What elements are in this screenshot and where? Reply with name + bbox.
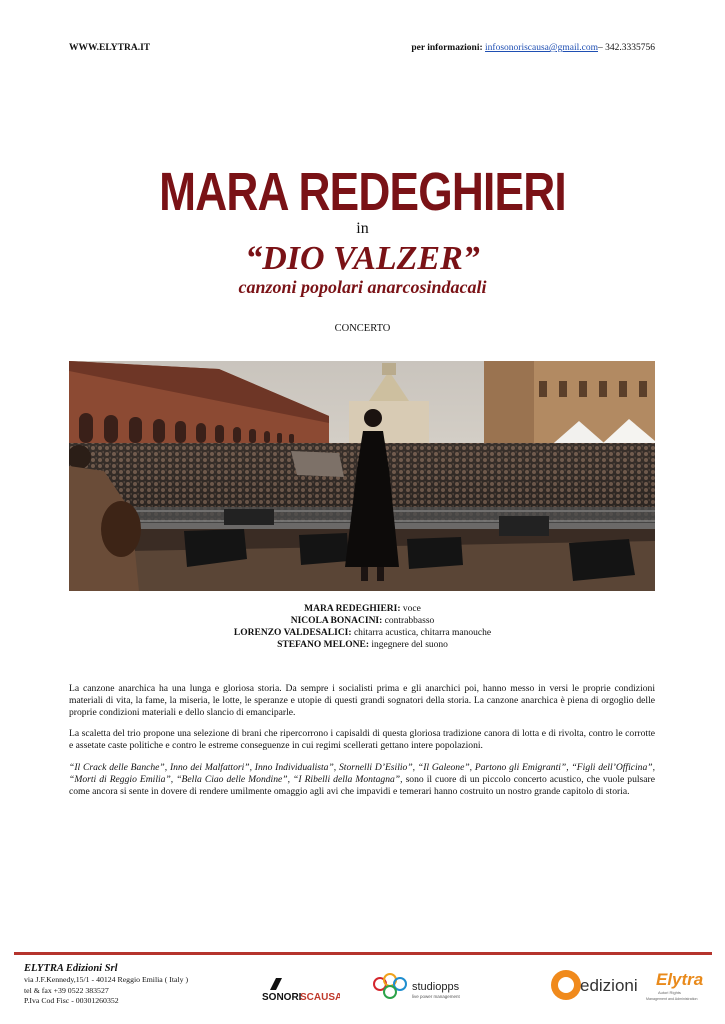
paragraph-setlist: La scaletta del trio propone una selezione di brani che ripercorrono i capisaldi di questa gloriosa tradizione canora di lotta e di rivolta, contro le corrotte e assetate caste politiche e contro le estreme conseguenze in cui regimi scellerati gettano intere popolazioni. [69, 728, 655, 751]
studiopps-logo [372, 972, 468, 1002]
credit-row: STEFANO MELONE: ingegnere del suono [277, 640, 448, 650]
page-header [69, 43, 655, 57]
show-title: “DIO VALZER” [245, 240, 480, 277]
info-label: per informazioni: [411, 43, 483, 53]
company-phone: tel & fax +39 0522 383527 [24, 985, 109, 995]
show-subtitle: canzoni popolari anarcosindacali [238, 277, 487, 297]
site-url[interactable]: WWW.ELYTRA.IT [69, 43, 151, 53]
logo-elytra-text: Elytra [656, 970, 704, 989]
logo-sonori-text-a: SONORI [262, 992, 302, 1003]
credit-row: NICOLA BONACINI: contrabbasso [290, 616, 435, 626]
paragraph-history: La canzone anarchica ha una lunga e gloriosa storia. Da sempre i socialisti prima e gli anarchici poi, hanno messo in versi le proprie condizioni materiali di vita, la fame, la miseria, le lotte, le speranze e utopie di questi grandi sognatori della storia. La canzone anarchica è piena di orgoglio delle proprie condizioni materiali e dello slancio di emanciparle. [69, 683, 655, 718]
logo-edizioni-text: edizioni [580, 976, 638, 995]
logo-sonori-text-b: SCAUSA [300, 992, 340, 1003]
paragraph-songs [69, 762, 655, 798]
elytra-logo [550, 964, 712, 1006]
logo-studio-text: studiopps [412, 981, 460, 993]
credit-row: MARA REDEGHIERI: voce [304, 604, 421, 614]
sonoriscausa-logo [262, 976, 340, 1004]
logo-elytra-tagline-2: Management and Administration [646, 997, 698, 1001]
contact-info [411, 43, 655, 53]
logo-elytra-tagline-1: Autori Rights [658, 990, 681, 995]
paragraph-songs-rest: sono il cuore di un piccolo concerto acustico, che vuole pulsare come ancora si sente in dovere di rendere umilmente omaggio agli avi che impavidi e temerari hanno costruito un nostro grande capitolo di storia. [69, 774, 655, 797]
title-in: in [356, 220, 369, 237]
company-name: ELYTRA Edizioni Srl [24, 963, 118, 974]
phone-number: – 342.3335756 [598, 43, 655, 53]
company-vat: P.Iva Cod Fisc - 00301260352 [24, 996, 119, 1005]
event-type: CONCERTO [334, 323, 391, 334]
logo-studio-tagline: live power management [412, 994, 460, 999]
company-info [24, 962, 188, 1007]
performer-credits [0, 603, 725, 651]
concert-photo [69, 361, 655, 591]
footer-divider [14, 952, 712, 955]
song-titles: “Il Crack delle Banche”, Inno dei Malfattori”, Inno Individualista”, Stornelli D’Esilio”, “Il Galeone”, Partono gli Emigranti”, “Figli dell’Officina”, “Morti di Reggio Emilia”, “Bella Ciao delle Mondine”, “I Ribelli della Montagna”, [69, 762, 655, 785]
credit-row: LORENZO VALDESALICI: chitarra acustica, chitarra manouche [233, 628, 492, 638]
email-link[interactable]: infosonoriscausa@gmail.com [485, 43, 598, 53]
artist-name: MARA REDEGHIERI [159, 162, 566, 222]
company-address: via J.F.Kennedy,15/1 - 40124 Reggio Emilia ( Italy ) [24, 975, 189, 984]
